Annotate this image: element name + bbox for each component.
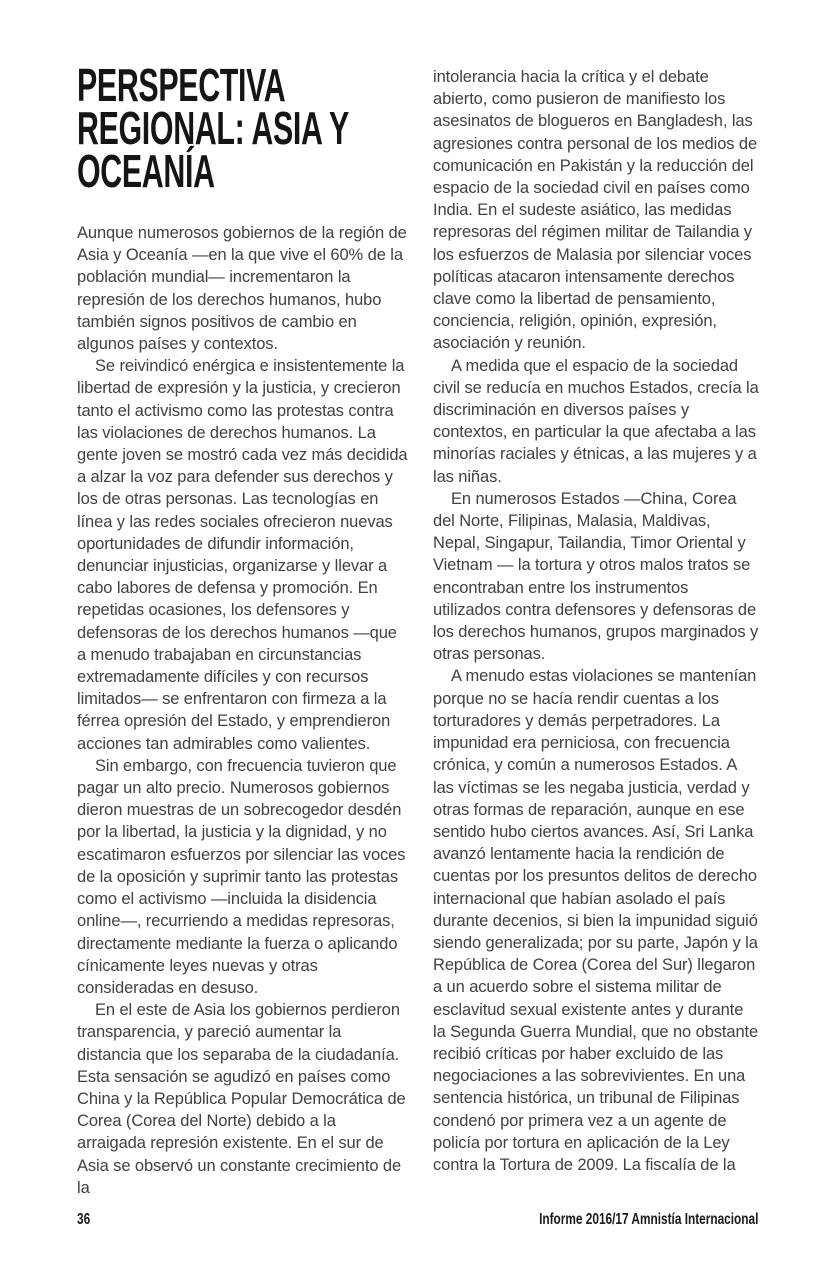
body-paragraph: A menudo estas violaciones se mantenían porque no se hacía rendir cuentas a los torturadores y demás perpetradores. La impunidad era perniciosa, con frecuencia crónica, y común a numerosos Estados. A las víctimas se les negaba justicia, verdad y otras formas de reparación, aunque en ese sentido hubo ciertos avances. Así, Sri Lanka avanzó lentamente hacia la rendición de cuentas por los presuntos delitos de derecho internacional que habían asolado el país durante decenios, si bien la impunidad siguió siendo generalizada; por su parte, Japón y la República de Corea (Corea del Sur) llegaron a un acuerdo sobre el sistema militar de esclavitud sexual existente antes y durante la Segunda Guerra Mundial, que no obstante recibió críticas por haber excluido de las negociaciones a las sobrevivientes. En una sentencia histórica, un tribunal de Filipinas condenó por primera vez a un agente de policía por tortura en aplicación de la Ley contra la Tortura de 2009. La fiscalía de la bbox=[433, 667, 759, 1174]
footer-report-title: Informe 2016/17 Amnistía Internacional bbox=[538, 1211, 758, 1228]
body-paragraph: En numerosos Estados —China, Corea del Norte, Filipinas, Malasia, Maldivas, Nepal, Singapur, Tailandia, Timor Oriental y Vietnam — la tortura y otros malos tratos se encontraban entre los instrumentos utilizados contra defensores y defensoras de los derechos humanos, grupos marginados y otras personas. bbox=[433, 489, 759, 664]
body-paragraph: Se reivindicó enérgica e insistentemente la libertad de expresión y la justicia, y crecieron tanto el activismo como las protestas contra las violaciones de derechos humanos. La gente joven se mostró cada vez más decidida a alzar la voz para defender sus derechos y los de otras personas. Las tecnologías en línea y las redes sociales ofrecieron nuevas oportunidades de difundir información, denunciar injusticias, organizarse y llevar a cabo labores de defensa y promoción. En repetidas ocasiones, los defensores y defensoras de los derechos humanos —que a menudo trabajaban en circunstancias extremadamente difíciles y con recursos limitados— se enfrentaron con firmeza a la férrea opresión del Estado, y emprendieron acciones tan admirables como valientes. bbox=[77, 357, 408, 753]
body-paragraph: Sin embargo, con frecuencia tuvieron que pagar un alto precio. Numerosos gobiernos dieron muestras de un sobrecogedor desdén por la libertad, la justicia y la dignidad, y no escatimaron esfuerzos por silenciar las voces de la oposición y suprimir tanto las protestas como el activismo —incluida la disidencia online—, recurriendo a medidas represoras, directamente mediante la fuerza o aplicando cínicamente leyes nuevas y otras consideradas en desuso. bbox=[77, 756, 406, 997]
body-paragraph: intolerancia hacia la crítica y el debate abierto, como pusieron de manifiesto los asesinatos de blogueros en Bangladesh, las agresiones contra personal de los medios de comunicación en Pakistán y la reducción del espacio de la sociedad civil en países como India. En el sudeste asiático, las medidas represoras del régimen militar de Tailandia y los esfuerzos de Malasia por silenciar voces políticas atacaron intensamente derechos clave como la libertad de pensamiento, conciencia, religión, opinión, expresión, asociación y reunión. bbox=[433, 68, 758, 353]
page-title bbox=[77, 59, 409, 197]
left-column bbox=[77, 59, 409, 1199]
two-column-layout bbox=[77, 59, 759, 1199]
page-footer bbox=[77, 1211, 758, 1229]
page-title-line: OCEANÍA bbox=[77, 145, 215, 197]
body-paragraph: Aunque numerosos gobiernos de la región de Asia y Oceanía —en la que vive el 60% de la población mundial— incrementaron la represión de los derechos humanos, hubo también signos positivos de cambio en algunos países y contextos. bbox=[77, 224, 407, 354]
page-title-line: REGIONAL: ASIA Y bbox=[77, 102, 349, 154]
right-column bbox=[433, 64, 759, 1199]
page-number: 36 bbox=[77, 1211, 91, 1228]
page-title-line: PERSPECTIVA bbox=[77, 59, 286, 111]
body-paragraph: En el este de Asia los gobiernos perdieron transparencia, y pareció aumentar la distancia que los separaba de la ciudadanía. Esta sensación se agudizó en países como China y la República Popular Democrática de Corea (Corea del Norte) debido a la arraigada represión existente. En el sur de Asia se observó un constante crecimiento de la bbox=[77, 1001, 406, 1197]
body-paragraph: A medida que el espacio de la sociedad civil se reducía en muchos Estados, crecía la discriminación en diversos países y contextos, en particular la que afectaba a las minorías raciales y étnicas, a las mujeres y a las niñas. bbox=[433, 356, 759, 486]
